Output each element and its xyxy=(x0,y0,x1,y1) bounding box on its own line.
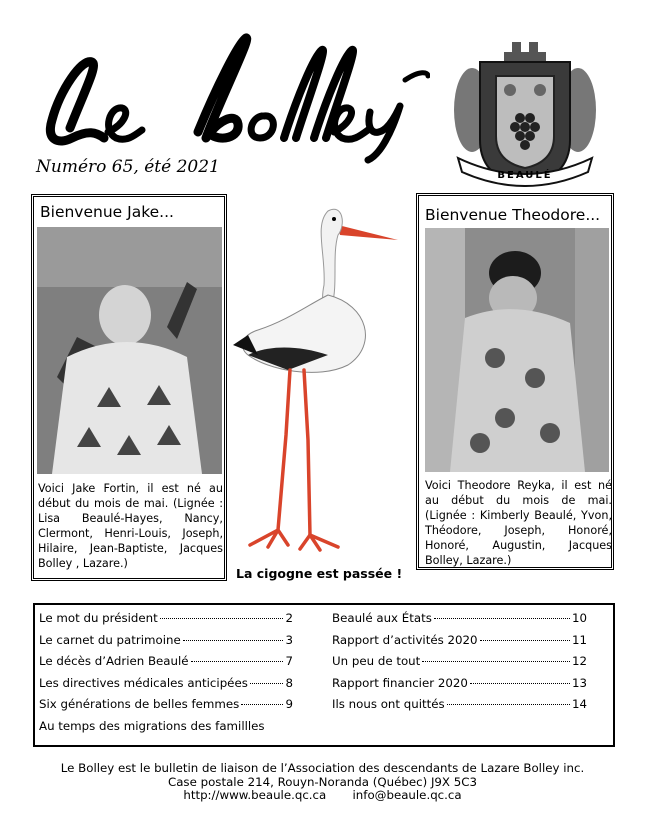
footer xyxy=(0,762,645,803)
toc-entry[interactable] xyxy=(332,654,587,676)
toc-entry[interactable] xyxy=(39,719,293,741)
toc-dot-leader xyxy=(470,683,570,684)
email-link[interactable]: info@beaule.qc.ca xyxy=(352,788,462,802)
toc-entry[interactable] xyxy=(332,697,587,719)
family-crest-emblem xyxy=(452,40,598,190)
toc-entry[interactable] xyxy=(332,633,587,655)
toc-dot-leader xyxy=(480,640,570,641)
toc-entry[interactable] xyxy=(39,611,293,633)
issue-number: Numéro 65, été 2021 xyxy=(36,157,220,177)
welcome-jake-panel xyxy=(31,194,227,581)
welcome-theodore-caption: Voici Theodore Reyka, il est né au début du mois de mai. (Lignée : Kimberly Beaulé, Yvon, Théodore, Joseph, Honoré, Honoré, Augustin, Jacques Bolley, Lazare.) xyxy=(425,479,612,567)
toc-entry-page: 3 xyxy=(285,632,293,647)
footer-contact xyxy=(0,789,645,803)
toc-dot-leader xyxy=(250,683,284,684)
toc-entry-title: Rapport d’activités 2020 xyxy=(332,632,478,647)
toc-entry-title: Les directives médicales anticipées xyxy=(39,675,248,690)
toc-entry-page: 9 xyxy=(285,697,293,711)
welcome-theodore-panel xyxy=(416,193,614,570)
toc-entry[interactable] xyxy=(39,697,293,719)
toc-dot-leader xyxy=(183,640,284,641)
stork-illustration xyxy=(228,195,408,565)
toc-dot-leader xyxy=(160,618,284,619)
toc-entry[interactable] xyxy=(332,676,587,698)
toc-dot-leader xyxy=(191,661,284,662)
baby-theodore-photo xyxy=(425,228,609,472)
stork-caption: La cigogne est passée ! xyxy=(236,566,403,581)
toc-dot-leader xyxy=(241,704,283,705)
toc-entry-title: Six générations de belles femmes xyxy=(39,697,240,711)
footer-description: Le Bolley est le bulletin de liaison de l’Association des descendants de Lazare Bolley inc. xyxy=(60,761,585,775)
toc-dot-leader xyxy=(447,704,570,705)
toc-entry[interactable] xyxy=(39,676,293,698)
toc-entry[interactable] xyxy=(39,633,293,655)
toc-dot-leader xyxy=(434,618,570,619)
table-of-contents xyxy=(33,603,615,747)
toc-entry-page: 8 xyxy=(285,675,293,690)
toc-entry-title: Ils nous ont quittés xyxy=(332,697,445,711)
welcome-jake-caption: Voici Jake Fortin, il est né au début du mois de mai. (Lignée : Lisa Beaulé-Hayes, Nancy, Clermont, Henri-Louis, Joseph, Hilaire, Jean-Baptiste, Jacques Bolley , Lazare.) xyxy=(38,482,223,570)
footer-address: Case postale 214, Rouyn-Noranda (Québec) J9X 5C3 xyxy=(167,774,478,789)
toc-entry-page: 12 xyxy=(571,654,587,668)
toc-entry-title: Rapport financier 2020 xyxy=(332,675,468,690)
toc-dot-leader xyxy=(422,661,570,662)
toc-entry-title: Au temps des migrations des famillles xyxy=(39,718,265,733)
toc-entry[interactable] xyxy=(39,654,293,676)
crest-banner-text: BEAULÉ xyxy=(497,170,553,181)
toc-entry-page: 7 xyxy=(285,654,293,668)
toc-entry-title: Un peu de tout xyxy=(332,654,421,668)
toc-entry-page: 13 xyxy=(571,675,587,690)
welcome-jake-title: Bienvenue Jake... xyxy=(40,203,174,221)
toc-entry-page: 10 xyxy=(571,611,587,625)
toc-right-column xyxy=(332,611,587,719)
toc-entry-page: 2 xyxy=(285,611,293,625)
toc-entry-page: 11 xyxy=(571,632,587,647)
toc-entry-title: Le carnet du patrimoine xyxy=(39,632,181,647)
website-link[interactable]: http://www.beaule.qc.ca xyxy=(183,788,327,802)
baby-jake-photo xyxy=(37,227,222,474)
toc-left-column xyxy=(39,611,293,740)
toc-entry-title: Beaulé aux États xyxy=(332,611,432,625)
toc-entry-title: Le mot du président xyxy=(39,611,158,625)
toc-entry-page: 14 xyxy=(571,697,587,711)
toc-entry[interactable] xyxy=(332,611,587,633)
toc-entry-title: Le décès d’Adrien Beaulé xyxy=(39,654,189,668)
welcome-theodore-title: Bienvenue Theodore... xyxy=(425,206,601,224)
newsletter-title-logo xyxy=(30,20,430,170)
